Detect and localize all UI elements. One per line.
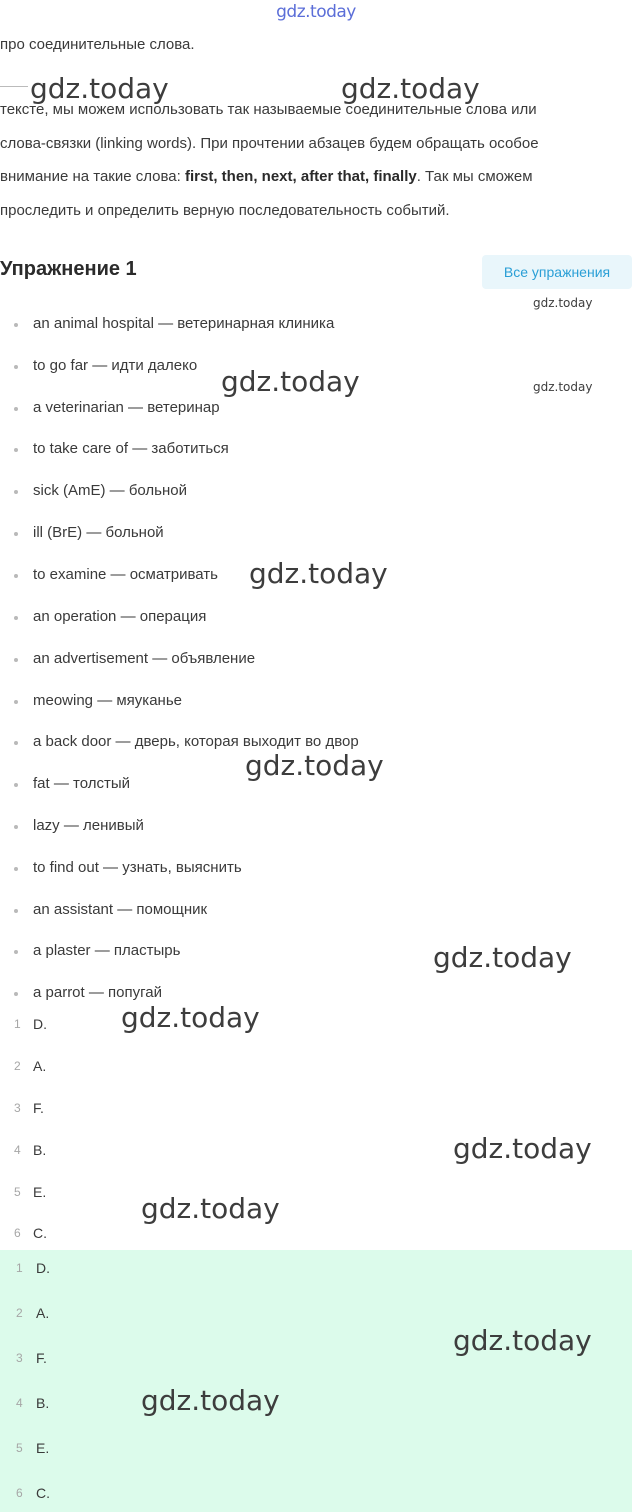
- header-watermark: gdz.today: [276, 2, 356, 22]
- bullet-icon: [14, 532, 18, 536]
- vocab-entry: an animal hospital — ветеринарная клиника: [33, 315, 335, 332]
- vocab-entry: to find out — узнать, выяснить: [33, 859, 242, 876]
- answer-number: 4: [16, 1396, 23, 1410]
- watermark: gdz.today: [141, 1384, 280, 1417]
- answer-number: 4: [14, 1143, 21, 1157]
- intro-linking-words: first, then, next, after that, finally: [185, 168, 417, 185]
- answer-number: 6: [16, 1486, 23, 1500]
- watermark: gdz.today: [30, 72, 169, 105]
- intro-line-5: проследить и определить верную последовательность событий.: [0, 202, 450, 219]
- watermark: gdz.today: [453, 1324, 592, 1357]
- bullet-icon: [14, 909, 18, 913]
- answer-number: 3: [16, 1351, 23, 1365]
- all-exercises-button[interactable]: Все упражнения: [482, 255, 632, 289]
- vocab-entry: to examine — осматривать: [33, 566, 218, 583]
- vocab-entry: sick (AmE) — больной: [33, 482, 188, 499]
- answer-value: A.: [36, 1305, 50, 1321]
- watermark: gdz.today: [341, 72, 480, 105]
- answer-number: 5: [14, 1185, 21, 1199]
- vocab-entry: an advertisement — объявление: [33, 650, 256, 667]
- intro-line-4-start: внимание на такие слова:: [0, 168, 185, 185]
- bullet-icon: [14, 741, 18, 745]
- bullet-icon: [14, 448, 18, 452]
- vocab-entry: a plaster — пластырь: [33, 942, 181, 959]
- watermark: gdz.today: [453, 1132, 592, 1165]
- vocab-entry: an operation — операция: [33, 608, 207, 625]
- answer-value: C.: [33, 1225, 47, 1241]
- bullet-icon: [14, 825, 18, 829]
- answer-number: 5: [16, 1441, 23, 1455]
- watermark: gdz.today: [245, 749, 384, 782]
- answer-value: A.: [33, 1058, 47, 1074]
- highlighted-answer-block: [0, 1250, 632, 1512]
- vocab-entry: to go far — идти далеко: [33, 357, 198, 374]
- bullet-icon: [14, 867, 18, 871]
- vocab-entry: a veterinarian — ветеринар: [33, 399, 220, 416]
- vocab-entry: meowing — мяуканье: [33, 692, 182, 709]
- bullet-icon: [14, 992, 18, 996]
- intro-line-1: про соединительные слова.: [0, 36, 195, 53]
- vocab-entry: ill (BrE) — больной: [33, 524, 164, 541]
- watermark: gdz.today: [221, 365, 360, 398]
- answer-value: D.: [33, 1016, 47, 1032]
- answer-value: B.: [33, 1142, 47, 1158]
- divider: [0, 86, 28, 87]
- vocab-entry: a parrot — попугай: [33, 984, 162, 1001]
- answer-value: F.: [33, 1100, 44, 1116]
- answer-number: 2: [16, 1306, 23, 1320]
- vocab-entry: lazy — ленивый: [33, 817, 144, 834]
- bullet-icon: [14, 407, 18, 411]
- bullet-icon: [14, 950, 18, 954]
- watermark: gdz.today: [141, 1192, 280, 1225]
- answer-number: 1: [14, 1017, 21, 1031]
- vocab-entry: an assistant — помощник: [33, 901, 208, 918]
- bullet-icon: [14, 323, 18, 327]
- bullet-icon: [14, 616, 18, 620]
- watermark: gdz.today: [121, 1001, 260, 1034]
- bullet-icon: [14, 365, 18, 369]
- bullet-icon: [14, 490, 18, 494]
- exercise-title: Упражнение 1: [0, 258, 137, 280]
- watermark: gdz.today: [533, 380, 593, 394]
- intro-line-4: [0, 168, 632, 185]
- intro-line-4-end: . Так мы сможем: [416, 168, 533, 185]
- vocab-entry: to take care of — заботиться: [33, 440, 229, 457]
- intro-line-2: тексте, мы можем использовать так называемые соединительные слова или: [0, 101, 537, 118]
- answer-value: F.: [36, 1350, 47, 1366]
- answer-number: 1: [16, 1261, 23, 1275]
- bullet-icon: [14, 783, 18, 787]
- bullet-icon: [14, 700, 18, 704]
- answer-value: E.: [33, 1184, 47, 1200]
- answer-value: B.: [36, 1395, 50, 1411]
- vocab-entry: fat — толстый: [33, 775, 131, 792]
- answer-number: 6: [14, 1226, 21, 1240]
- bullet-icon: [14, 658, 18, 662]
- watermark: gdz.today: [533, 296, 593, 310]
- watermark: gdz.today: [249, 557, 388, 590]
- answer-value: D.: [36, 1260, 50, 1276]
- intro-line-3: слова-связки (linking words). При прочтении абзацев будем обращать особое: [0, 135, 539, 152]
- bullet-icon: [14, 574, 18, 578]
- answer-number: 3: [14, 1101, 21, 1115]
- answer-value: C.: [36, 1485, 50, 1501]
- watermark: gdz.today: [433, 941, 572, 974]
- vocab-entry: a back door — дверь, которая выходит во двор: [33, 733, 359, 750]
- answer-value: E.: [36, 1440, 50, 1456]
- answer-number: 2: [14, 1059, 21, 1073]
